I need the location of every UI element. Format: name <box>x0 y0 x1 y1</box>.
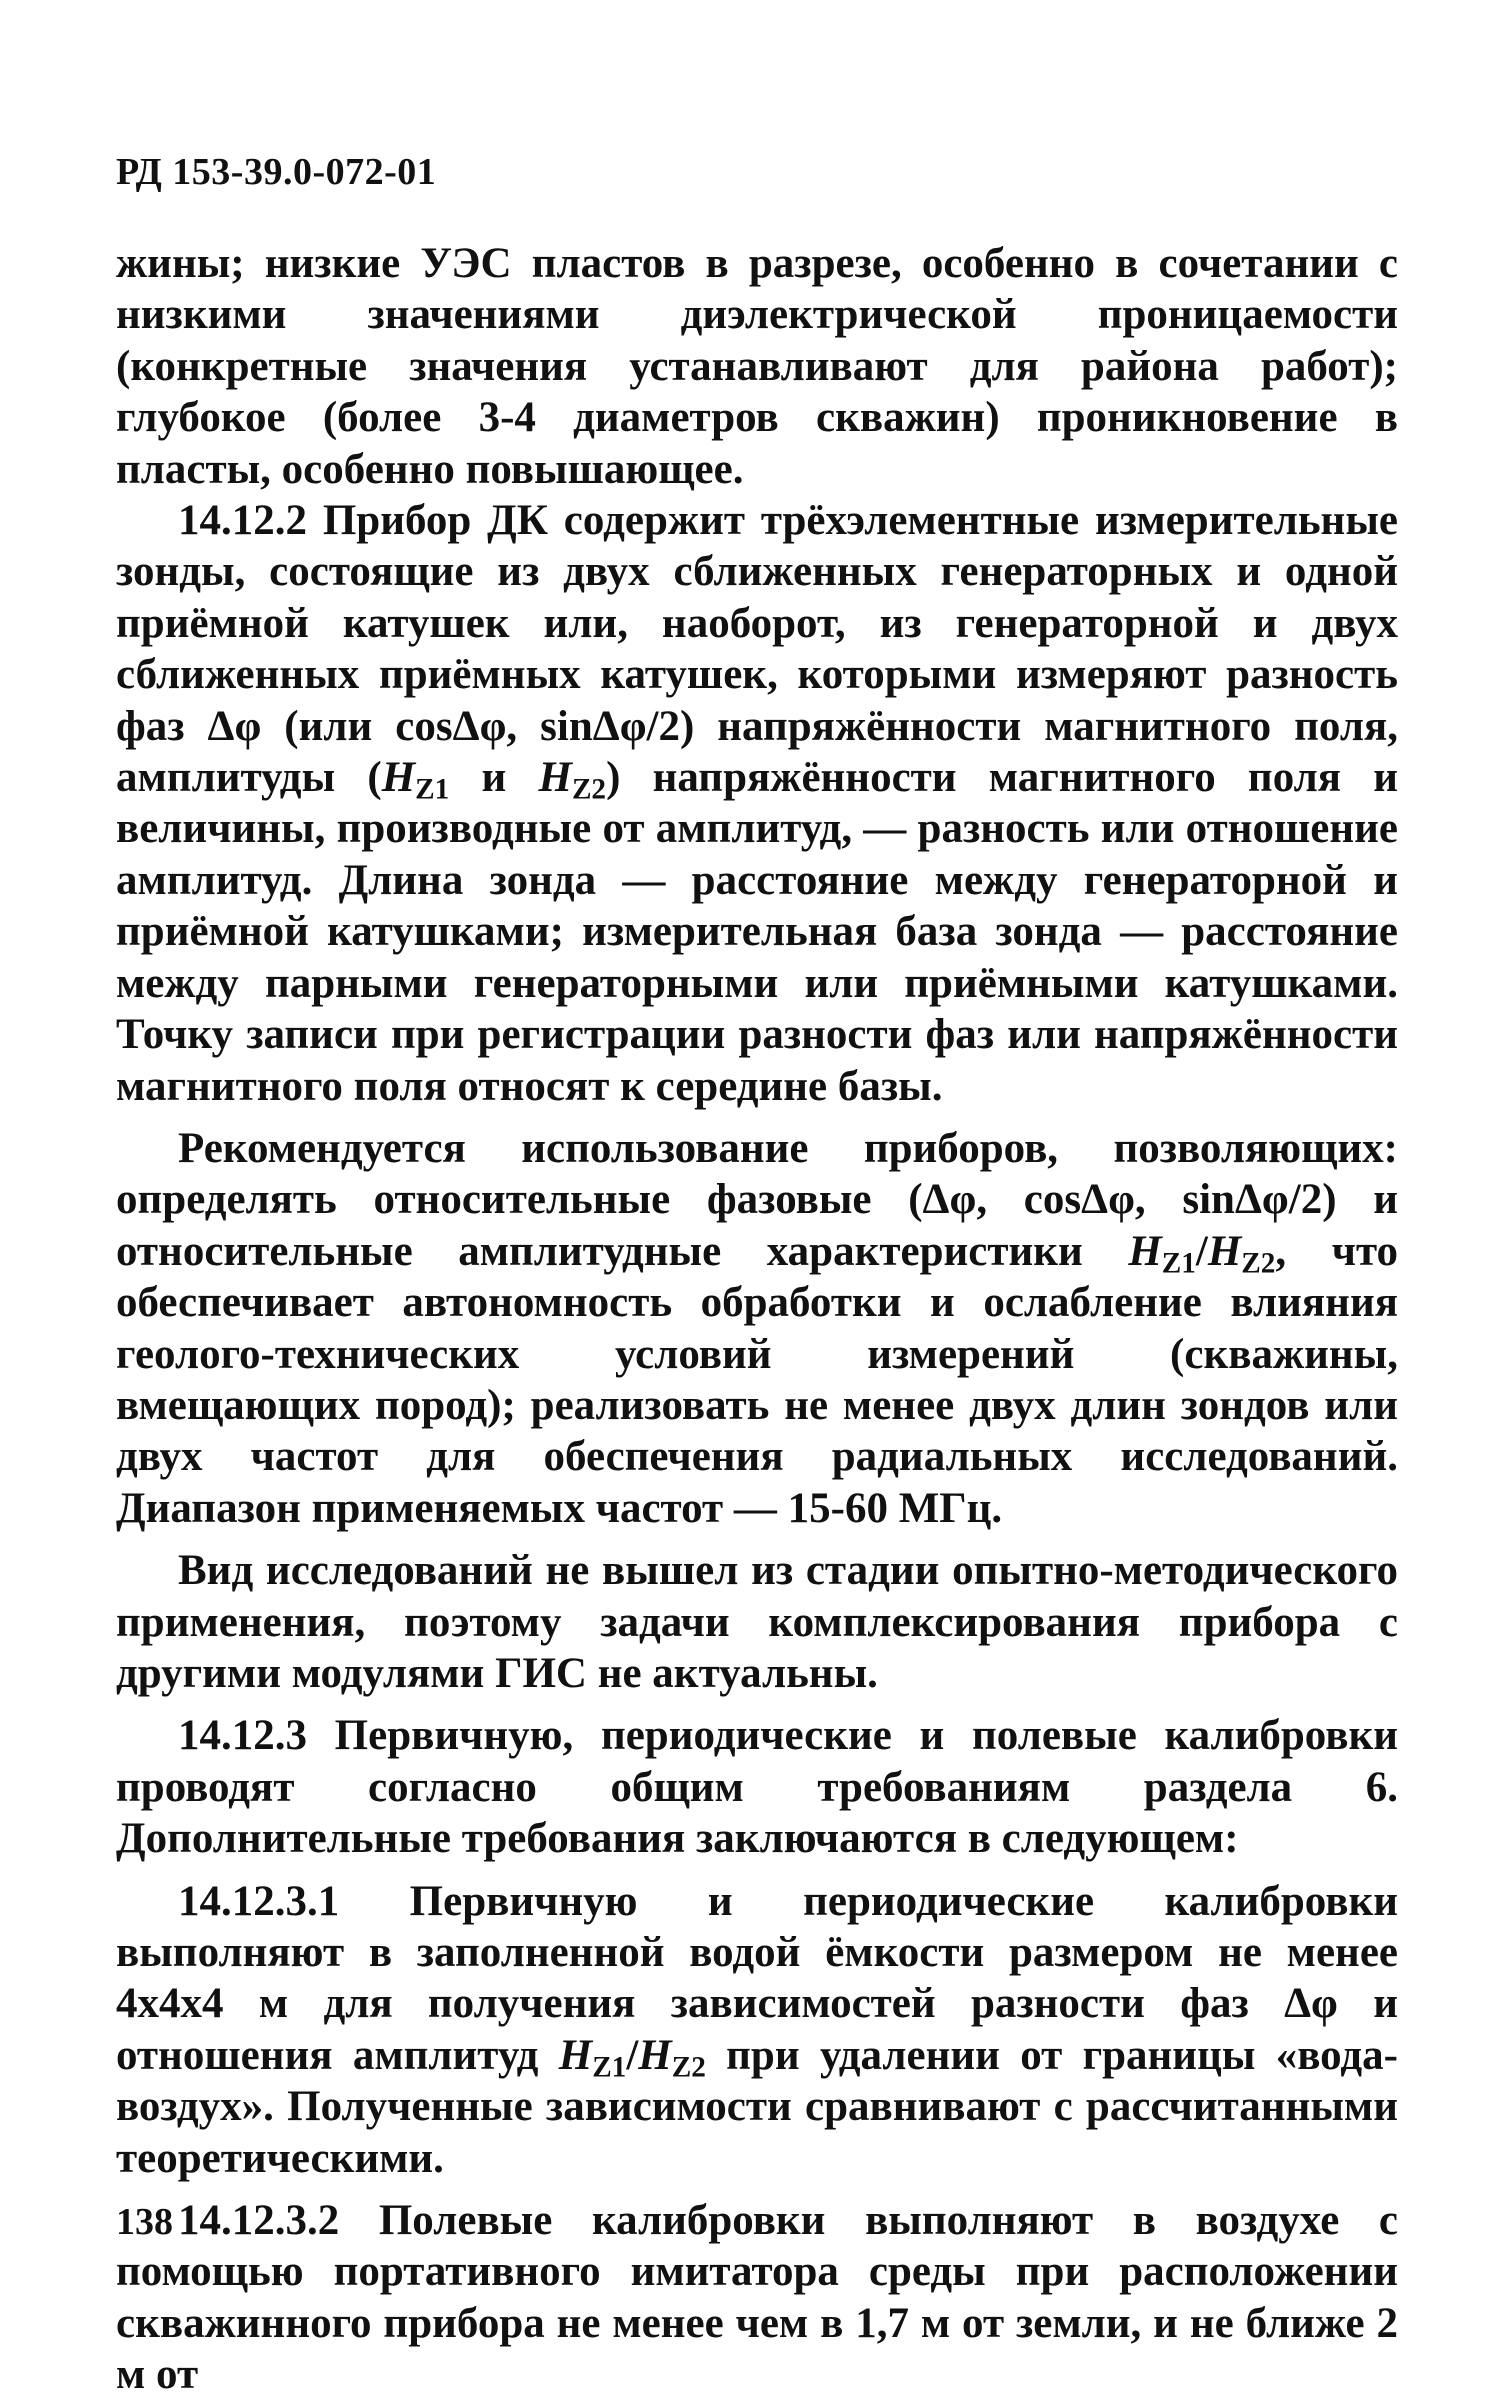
document-header: РД 153-39.0-072-01 <box>116 151 437 193</box>
variable-h: H <box>638 2031 672 2079</box>
paragraph-14-12-2 <box>116 495 1398 1112</box>
paragraph-14-12-3-2: 14.12.3.2 Полевые калибровки выполняют в воздухе с помощью портативного имитатора среды при расположении скважинного прибора не менее чем в 1,7 м от земли, и не ближе 2 м от <box>116 2197 1398 2399</box>
variable-subscript: Z2 <box>671 2051 706 2084</box>
paragraph-research-status: Вид исследований не вышел из стадии опытно-методического применения, поэтому задачи комплексирования прибора с другими модулями ГИС не актуальны. <box>116 1547 1398 1697</box>
variable-subscript: Z1 <box>415 773 450 806</box>
text-segment: 14.12.3.1 Первичную и периодические калибровки выполняют в заполненной водой ёмкости размером не менее 4x4x4 м для получения зависимостей разности фаз Δφ и отношения амплитуд <box>116 1877 1398 2079</box>
variable-subscript: Z1 <box>1161 1247 1196 1280</box>
text-segment: , что обеспечивает автономность обработки и ослабление влияния геолого-технических условий измерений (скважины, вмещающих пород); реализовать не менее двух длин зондов или двух частот для обеспечения радиальных исследований. Диапазон применяемых частот — 15-60 МГц. <box>116 1227 1398 1532</box>
text-segment: при удалении от границы «вода-воздух». Полученные зависимости сравнивают с рассчитанными теоретическими. <box>116 2031 1398 2182</box>
text-segment: ) напряжённости магнитного поля и величины, производные от амплитуд, — разность или отношение амплитуд. Длина зонда — расстояние между генераторной и приёмной катушками; измерительная база зонда — расстояние между парными генераторными или приёмными катушками. Точку записи при регистрации разности фаз или напряжённости магнитного поля относят к середине базы. <box>116 754 1399 1110</box>
variable-h: H <box>1207 1227 1242 1275</box>
ratio-slash: / <box>1195 1227 1208 1275</box>
page-number: 138 <box>116 2201 173 2243</box>
variable-subscript: Z2 <box>1241 1247 1276 1280</box>
text-segment: 14.12.2 Прибор ДК содержит трёхэлементные измерительные зонды, состоящие из двух сближенных генераторных и одной приёмной катушек или, наоборот, из генераторной и двух сближенных приёмных катушек, которыми измеряют разность фаз Δφ (или cosΔφ, sinΔφ/2) напряжённости магнитного поля, амплитуды ( <box>116 497 1398 802</box>
variable-h: H <box>1128 1227 1162 1275</box>
paragraph-recommendation <box>116 1123 1398 1534</box>
variable-h: H <box>558 2031 593 2079</box>
paragraph-14-12-3-1 <box>116 1876 1398 2184</box>
document-body <box>116 238 1398 2401</box>
paragraph-14-12-3: 14.12.3 Первичную, периодические и полевые калибровки проводят согласно общим требованиям раздела 6. Дополнительные требования заключаются в следующем: <box>116 1712 1398 1863</box>
paragraph-continuation: жины; низкие УЭС пластов в разрезе, особенно в сочетании с низкими значениями диэлектрической проницаемости (конкретные значения устанавливают для района работ); глубокое (более 3-4 диаметров скважин) проникновение в пласты, особенно повышающее. <box>116 240 1398 493</box>
text-segment: Рекомендуется использование приборов, позволяющих: определять относительные фазовые (Δφ, cosΔφ, sinΔφ/2) и относительные амплитудные характеристики <box>116 1124 1398 1275</box>
text-segment: и <box>449 754 539 802</box>
variable-h: H <box>381 754 416 802</box>
variable-h: H <box>538 754 572 802</box>
variable-subscript: Z1 <box>592 2051 627 2084</box>
ratio-slash: / <box>626 2031 639 2079</box>
variable-subscript: Z2 <box>571 773 607 806</box>
